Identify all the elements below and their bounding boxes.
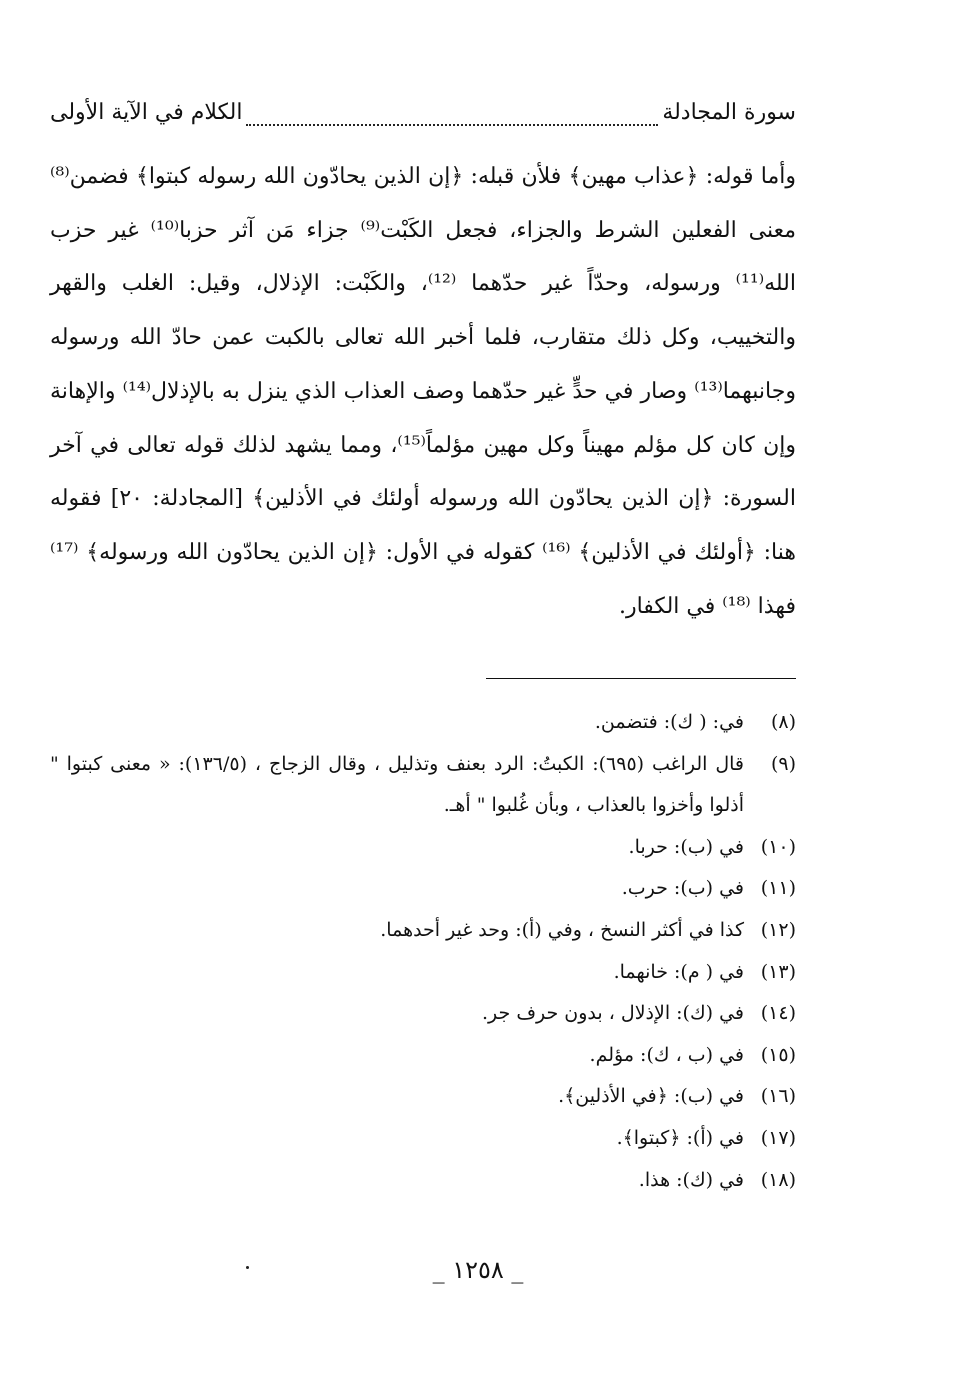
body-paragraph: وأما قوله: ﴿عذاب مهين﴾ فلأن قبله: ﴿إن الذين يحادّون الله رسوله كبتوا﴾ فضمن⁽⁸⁾ معنى الفعلين الشرط والجزاء، فجعل الكَبْت⁽⁹⁾ جزاء مَن آثر حزبا⁽¹⁰⁾ غير حزب الله⁽¹¹⁾ ورسوله، وحدّاً غير حدّهما ⁽¹²⁾، والكَبْت: الإذلال، وقيل: الغلب والقهر والتخييب، وكل ذلك متقارب، فلما أخبر الله تعالى بالكبت عمن حادّ الله ورسوله وجانبهما⁽¹³⁾ وصار في حدٍّ غير حدّهما وصف العذاب الذي ينزل به بالإذلال⁽¹⁴⁾ والإهانة وإن كان كل مؤلم مهيناً وكل مهين مؤلماً⁽¹⁵⁾، ومما يشهد لذلك قوله تعالى في آخر السورة: ﴿إن الذين يحادّون الله ورسوله أولئك في الأذلين﴾ [المجادلة: ٢٠] فقوله هنا: ﴿أولئك في الأذلين﴾ ⁽¹⁶⁾ كقوله في الأول: ﴿إن الذين يحادّون الله ورسوله﴾ ⁽¹⁷⁾ فهذا ⁽¹⁸⁾ في الكفار.	[50, 164, 797, 619]
footnote-text: في (أ): ﴿كبتوا﴾.	[616, 1126, 744, 1149]
footnote-text: في (ب): ﴿في الأذلين﴾.	[558, 1085, 744, 1108]
footnote-text: كذا في أكثر النسخ ، وفي (أ): وحد غير أحدهما.	[380, 918, 744, 941]
footnote-item	[50, 827, 796, 869]
footnote-number: (١٣)	[760, 960, 796, 983]
running-header	[50, 100, 796, 136]
footnote-text: في ( م): خانهما.	[613, 960, 744, 983]
footnote-item	[50, 1118, 796, 1160]
footnote-number: (١٥)	[760, 1043, 796, 1066]
footnote-number: (١١)	[760, 877, 796, 900]
main-body	[50, 150, 796, 633]
footnote-number: (٩)	[770, 752, 796, 775]
page-number: _ ١٢٥٨ _	[432, 1256, 524, 1284]
header-dot-leader	[246, 110, 658, 126]
footnote-text: في: ( ك): فتضمن.	[594, 711, 744, 733]
footnote-item	[50, 744, 796, 827]
footnote-text: قال الراغب (٦٩٥): الكبتُ: الرد بعنف وتذليل ، وقال الزجاج ، (١٣٦/٥): « معنى كبتوا " أذلوا وأخزوا بالعذاب ، وبأن غُلبوا " أهـ.	[50, 752, 745, 817]
footnote-text: في (ب): حربا.	[628, 835, 744, 858]
footnote-number: (١٠)	[760, 835, 796, 858]
footnote-item	[50, 868, 796, 910]
footnote-number: (١٤)	[760, 1002, 796, 1025]
footnote-number: (٨)	[770, 711, 796, 733]
footnote-separator	[486, 678, 796, 679]
header-sura-name: سورة المجادلة	[662, 100, 796, 125]
footnote-item	[50, 910, 796, 952]
footnote-text: في (ك): هذا.	[638, 1168, 744, 1191]
footnote-number: (١٦)	[760, 1085, 796, 1108]
header-topic: الكلام في الآية الأولى	[50, 100, 243, 125]
footnote-item	[50, 702, 796, 744]
footnote-text: في (ك): الإذلال ، بدون حرف جر.	[482, 1002, 744, 1025]
footnotes	[50, 702, 796, 1201]
footnote-item	[50, 952, 796, 994]
footnote-item	[50, 1076, 796, 1118]
footnote-number: (١٧)	[760, 1126, 796, 1149]
footnote-number: (١٨)	[760, 1168, 796, 1191]
footnote-text: في (ب ، ك): مؤلم.	[589, 1043, 744, 1066]
footnote-text: في (ب): حرب.	[621, 877, 744, 900]
footnote-item	[50, 1035, 796, 1077]
footnote-number: (١٢)	[760, 918, 796, 941]
footnote-item	[50, 993, 796, 1035]
footnote-item	[50, 1160, 796, 1202]
